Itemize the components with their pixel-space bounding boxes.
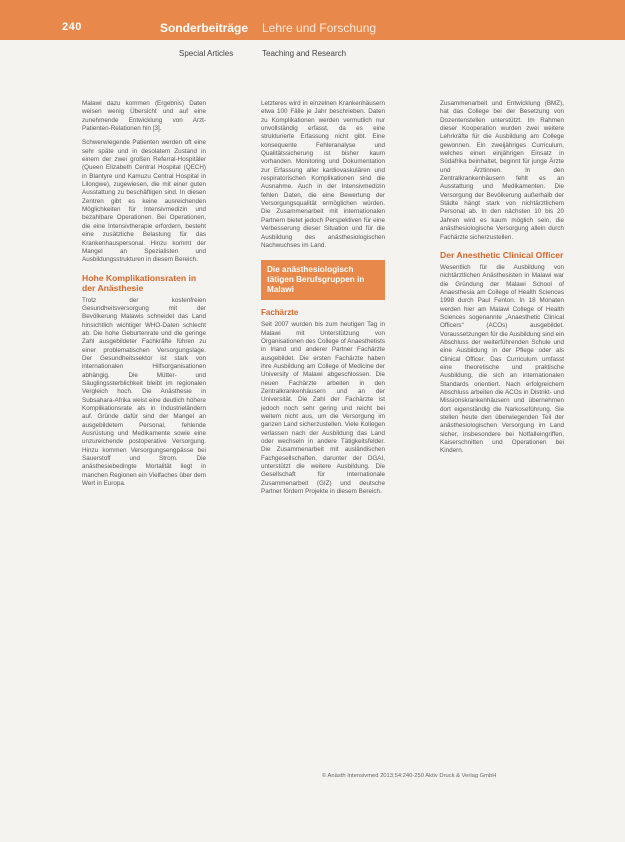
column-2 [261, 100, 385, 502]
paragraph: Malawi dazu kommen (Ergebnis) Daten weisen wenig Übersicht und auf eine zunehmende Entwicklung von Arzt-Patienten-Relationen hin [3]. [82, 100, 206, 133]
paragraph: Schwerwiegende Patienten werden oft eine sehr späte und in desolatem Zustand in einem der zwei großen Referral-Hospitäler (Queen Elizabeth Central Hospital (QECH) in Blantyre und Kamuzu Central Hospital in Lilongwe), zugewiesen, die mit einer guten Ausstattung zu beschäftigen sind. In diesen Zentren gibt es keine ausreichenden Möglichkeiten für Intensivmedizin und bezahlbare Operationen. Bei Operationen, die eine Intensivtherapie erfordern, besteht eine zusätzliche Belastung für das Krankenhauspersonal. Hinzu kommt der Mangel an Spezialisten und Ausbildungsstrukturen in diesem Bereich. [82, 139, 206, 264]
section-title-de: Sonderbeiträge [160, 21, 249, 35]
paragraph: Wesentlich für die Ausbildung von nichtärztlichen Anästhesisten in Malawi war die Gründung der Malawi School of Anaesthesia am College of Health Sciences 1998 durch Paul Fenton. In 18 Monaten werden hier am Malawi College of Health Sciences sogenannte „Anaesthetic Clinical Officers“ (ACOs) ausgebildet. Voraussetzungen für die Ausbildung sind ein Abschluss der weiterführenden Schule und eine Ausbildung in der Pflege oder als Clinical Officer. Das Curriculum umfasst eine theoretische und praktische Ausbildung, die sich an internationalen Standards orientiert. Nach erfolgreichem Abschluss arbeiten die ACOs in Distrikt- und Missionskrankenhäusern und übernehmen dort eigenständig die Narkoseführung. Sie stellen heute den überwiegenden Teil der anästhesiologischen Versorgung im Land sicher, insbesondere bei Notfalleingriffen, Kaiserschnitten und Operationen bei Kindern. [440, 263, 564, 455]
page-number: 240 [62, 21, 82, 33]
section-title-en-2: Teaching and Research [262, 49, 347, 58]
paragraph: Trotz der kostenfreien Gesundheitsversorgung mit der Bevölkerung Malawis schneidet das Land hinsichtlich wichtiger WHO-Daten schlecht ab. Die hohe Geburtenrate und die geringe Zahl ausgebildeter Fachkräfte führen zu einer problematischen Versorgungslage. Der Gesundheitssektor ist stark von internationalen Hilfsorganisationen abhängig. Die Mütter- und Säuglingssterblichkeit bleibt im regionalen Vergleich hoch. Die Anästhesie in Subsahara-Afrika weist eine deutlich höhere Komplikationsrate als in Industrieländern auf. Gründe dafür sind der Mangel an ausgebildetem Personal, fehlende Ausrüstung und Medikamente sowie eine unzureichende postoperative Versorgung. Hinzu kommen Versorgungsengpässe bei Sauerstoff und Strom. Die anästhesiebedingte Mortalität liegt in manchen Regionen ein Vielfaches über dem Wert in Europa. [82, 296, 206, 488]
paragraph: Zusammenarbeit und Entwicklung (BMZ), hat das College bei der Besetzung von Dozentenstellen unterstützt. Im Rahmen dieser Kooperation wurden zwei weitere Lehrkräfte für die Ausbildung am College gewonnen. Ein zweijähriges Curriculum, welches einen einjährigen Einsatz in Südafrika beinhaltet, beginnt für junge Ärzte und Ärztinnen. In den Zentralkrankenhäusern fehlt es an Ausstattung und Medikamenten. Die Versorgung der Bevölkerung außerhalb der Städte hängt stark von nichtärztlichem Personal ab. In den nächsten 10 bis 20 Jahren wird es kaum möglich sein, die anästhesiologische Versorgung allein durch Fachärzte sicherzustellen. [440, 100, 564, 241]
column-3 [440, 100, 564, 462]
header-band [0, 0, 625, 40]
highlight-box: Die anästhesiologisch tätigen Berufsgruppen in Malawi [261, 260, 385, 300]
section-title-en: Special Articles [179, 49, 234, 58]
copyright-footer: © Anästh Intensivmed 2013;54:240-250 Aktiv Druck & Verlag GmbH [322, 773, 497, 779]
column-1 [82, 100, 206, 494]
section-heading: Hohe Komplikationsraten in der Anästhesie [82, 272, 197, 293]
section-heading: Der Anesthetic Clinical Officer [440, 249, 564, 260]
section-title-de-2: Lehre und Forschung [262, 21, 377, 35]
paragraph: Letzteres wird in einzelnen Krankenhäusern etwa 100 Fälle je Jahr beschrieben. Daten zu Komplikationen werden vermutlich nur unvollständig erfasst, da es eine strukturierte Erfassung nicht gibt. Eine konsequente Fehleranalyse und Qualitätssicherung ist bisher kaum vorhanden. Monitoring und Dokumentation zur Erfassung aller kardiovaskulären und respiratorischen Komplikationen sind die Ausnahme. Auch in der Intensivmedizin fehlen Daten, die eine Bewertung der Versorgungsqualität ermöglichen würden. Die Zusammenarbeit mit internationalen Partnern bietet jedoch Perspektiven für eine Verbesserung dieser Situation und für die Ausbildung des anästhesiologischen Nachwuchses im Land. [261, 100, 385, 249]
paragraph: Seit 2007 wurden bis zum heutigen Tag in Malawi mit Unterstützung von Organisationen des College of Anaesthetists in Irland und anderer Partner Fachärzte ausgebildet. Die ersten Fachärzte haben ihre Ausbildung am College of Medicine der University of Malawi abgeschlossen. Die neuen Fachärzte arbeiten in den Zentralkrankenhäusern und an der Universität. Die Zahl der Fachärzte ist jedoch noch sehr gering und reicht bei weitem nicht aus, um die Versorgung im ganzen Land sicherzustellen. Viele Kollegen verlassen nach der Ausbildung das Land oder wechseln in andere Tätigkeitsfelder. Die Zusammenarbeit mit ausländischen Fachgesellschaften, darunter der DGAI, unterstützt die weitere Ausbildung. Die Gesellschaft für Internationale Zusammenarbeit (GIZ) und deutsche Partner fördern Projekte in diesem Bereich. [261, 321, 385, 496]
subsection-heading: Fachärzte [261, 308, 299, 318]
